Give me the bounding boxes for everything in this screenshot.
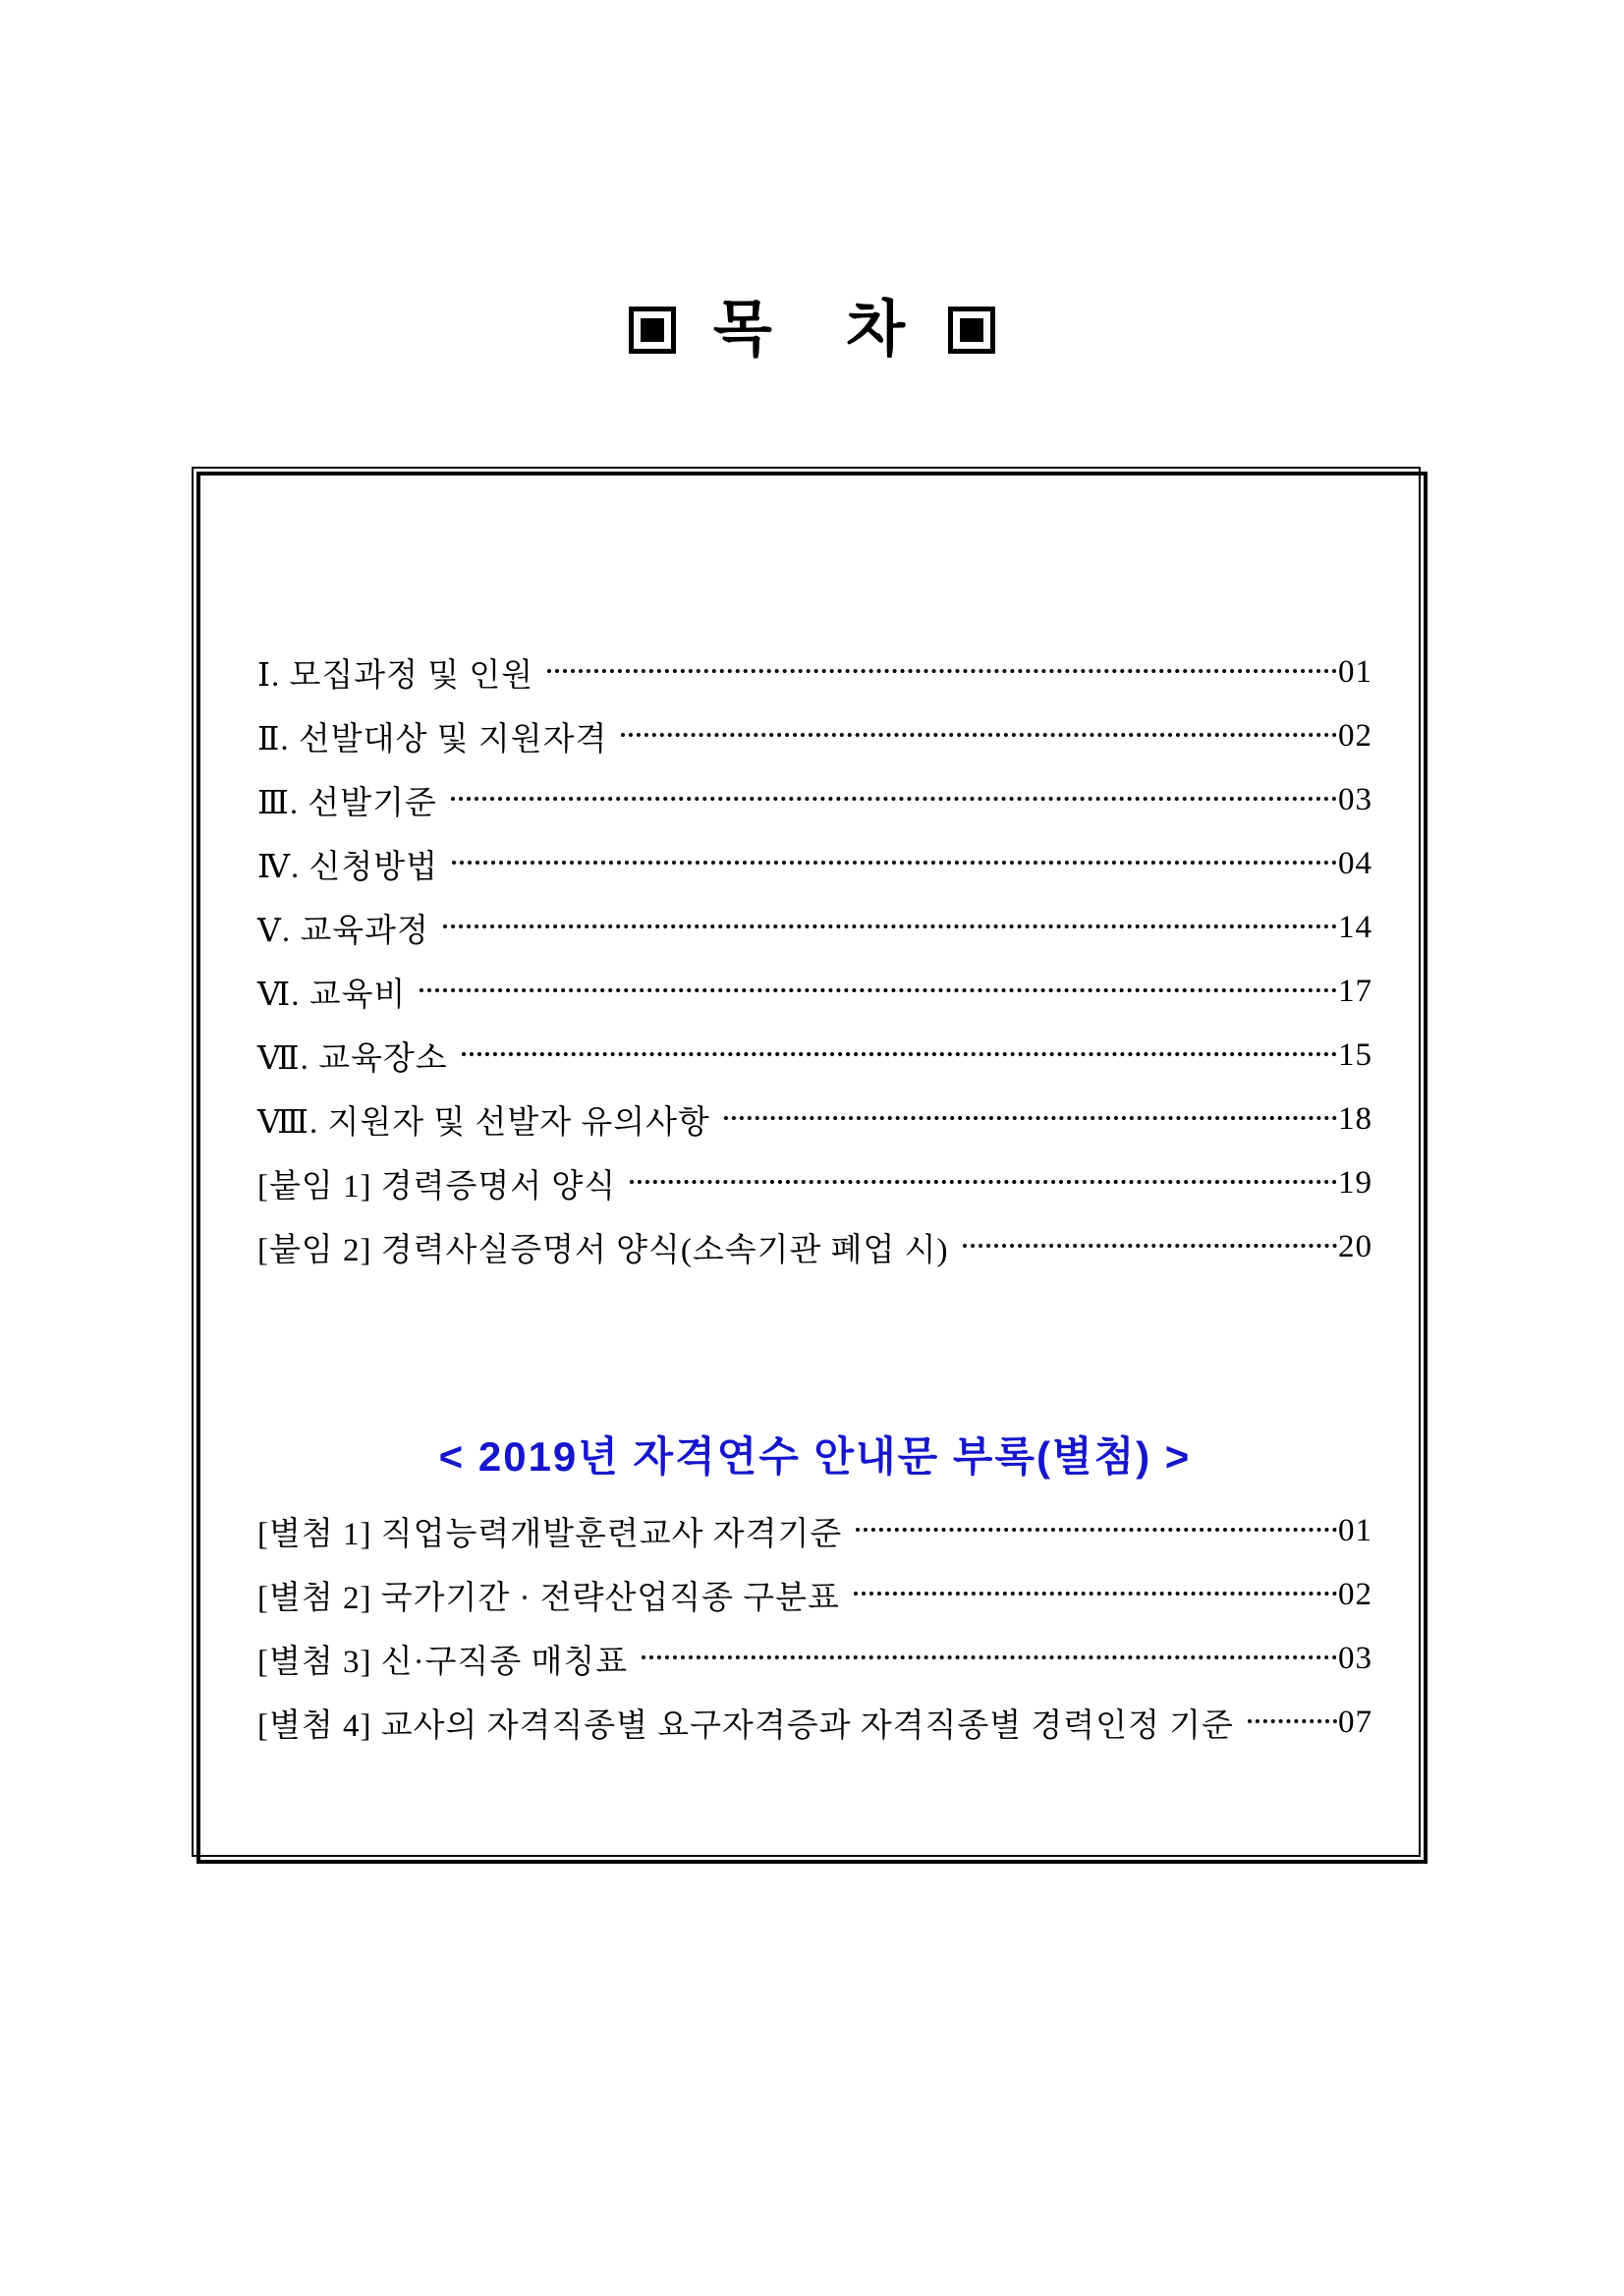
toc-entry-label: [붙임 1] 경력증명서 양식 xyxy=(257,1169,617,1204)
toc-entry-page-number: 03 xyxy=(1338,782,1372,817)
toc-entry-label: Ⅳ. 신청방법 xyxy=(257,850,438,885)
dot-leader xyxy=(420,988,1337,992)
toc-entry-page-number: 03 xyxy=(1338,1641,1372,1676)
toc-entry-page-number: 01 xyxy=(1338,654,1372,690)
toc-appendix-list xyxy=(257,1499,1372,1755)
appendix-heading: < 2019년 자격연수 안내문 부록(별첨) > xyxy=(438,1433,1192,1480)
toc-entry xyxy=(257,704,1372,768)
toc-entry-page-number: 20 xyxy=(1338,1229,1372,1264)
toc-entry-page-number: 15 xyxy=(1338,1037,1372,1073)
dot-leader xyxy=(621,733,1337,737)
toc-main-list xyxy=(257,641,1372,1279)
toc-entry-label: Ⅵ. 교육비 xyxy=(257,978,407,1013)
dot-leader xyxy=(630,1180,1337,1184)
toc-entry xyxy=(257,896,1372,960)
toc-appendix-entry xyxy=(257,1627,1372,1691)
toc-entry-page-number: 14 xyxy=(1338,910,1372,945)
dot-leader xyxy=(462,1052,1337,1056)
dot-leader xyxy=(452,861,1337,865)
toc-entry-page-number: 01 xyxy=(1338,1513,1372,1548)
dot-leader xyxy=(1248,1719,1337,1723)
toc-entry-label: [별첨 3] 신·구직종 매칭표 xyxy=(257,1645,629,1680)
toc-entry xyxy=(257,1024,1372,1088)
toc-entry-page-number: 17 xyxy=(1338,974,1372,1009)
toc-appendix-entry xyxy=(257,1563,1372,1627)
toc-entry-label: [별첨 2] 국가기간 · 전략산업직종 구분표 xyxy=(257,1581,840,1616)
toc-entry-page-number: 19 xyxy=(1338,1165,1372,1201)
toc-entry-label: [별첨 4] 교사의 자격직종별 요구자격증과 자격직종별 경력인정 기준 xyxy=(257,1708,1234,1744)
toc-entry xyxy=(257,960,1372,1024)
dot-leader xyxy=(547,669,1337,673)
toc-entry-page-number: 02 xyxy=(1338,1577,1372,1612)
toc-entry-label: [붙임 2] 경력사실증명서 양식(소속기관 폐업 시) xyxy=(257,1233,949,1268)
toc-box xyxy=(196,472,1428,1864)
toc-entry-label: Ⅴ. 교육과정 xyxy=(257,914,429,949)
dot-leader xyxy=(443,924,1337,928)
toc-entry-page-number: 07 xyxy=(1338,1705,1372,1740)
toc-entry-label: Ⅷ. 지원자 및 선발자 유의사항 xyxy=(257,1105,710,1141)
toc-entry xyxy=(257,832,1372,896)
toc-entry xyxy=(257,768,1372,832)
dot-leader xyxy=(856,1528,1337,1532)
page-title-text: 목 차 xyxy=(712,297,912,364)
toc-appendix-entry xyxy=(257,1499,1372,1563)
toc-entry-label: Ⅲ. 선발기준 xyxy=(257,786,437,821)
toc-entry-page-number: 18 xyxy=(1338,1101,1372,1137)
filled-square-icon xyxy=(629,307,676,354)
dot-leader xyxy=(854,1592,1337,1596)
toc-entry xyxy=(257,1088,1372,1151)
toc-entry-label: Ⅶ. 교육장소 xyxy=(257,1041,448,1077)
toc-entry-label: [별첨 1] 직업능력개발훈련교사 자격기준 xyxy=(257,1517,843,1552)
toc-appendix-entry xyxy=(257,1691,1372,1755)
dot-leader xyxy=(963,1244,1337,1248)
toc-entry-page-number: 04 xyxy=(1338,846,1372,881)
filled-square-icon xyxy=(948,307,995,354)
page-title xyxy=(0,297,1624,364)
toc-entry xyxy=(257,1215,1372,1279)
dot-leader xyxy=(451,797,1337,801)
toc-entry xyxy=(257,641,1372,704)
toc-entry-label: Ⅰ. 모집과정 및 인원 xyxy=(257,658,534,694)
dot-leader xyxy=(642,1655,1337,1659)
dot-leader xyxy=(724,1116,1337,1120)
toc-entry xyxy=(257,1151,1372,1215)
toc-entry-page-number: 02 xyxy=(1338,718,1372,754)
toc-entry-label: Ⅱ. 선발대상 및 지원자격 xyxy=(257,722,608,757)
